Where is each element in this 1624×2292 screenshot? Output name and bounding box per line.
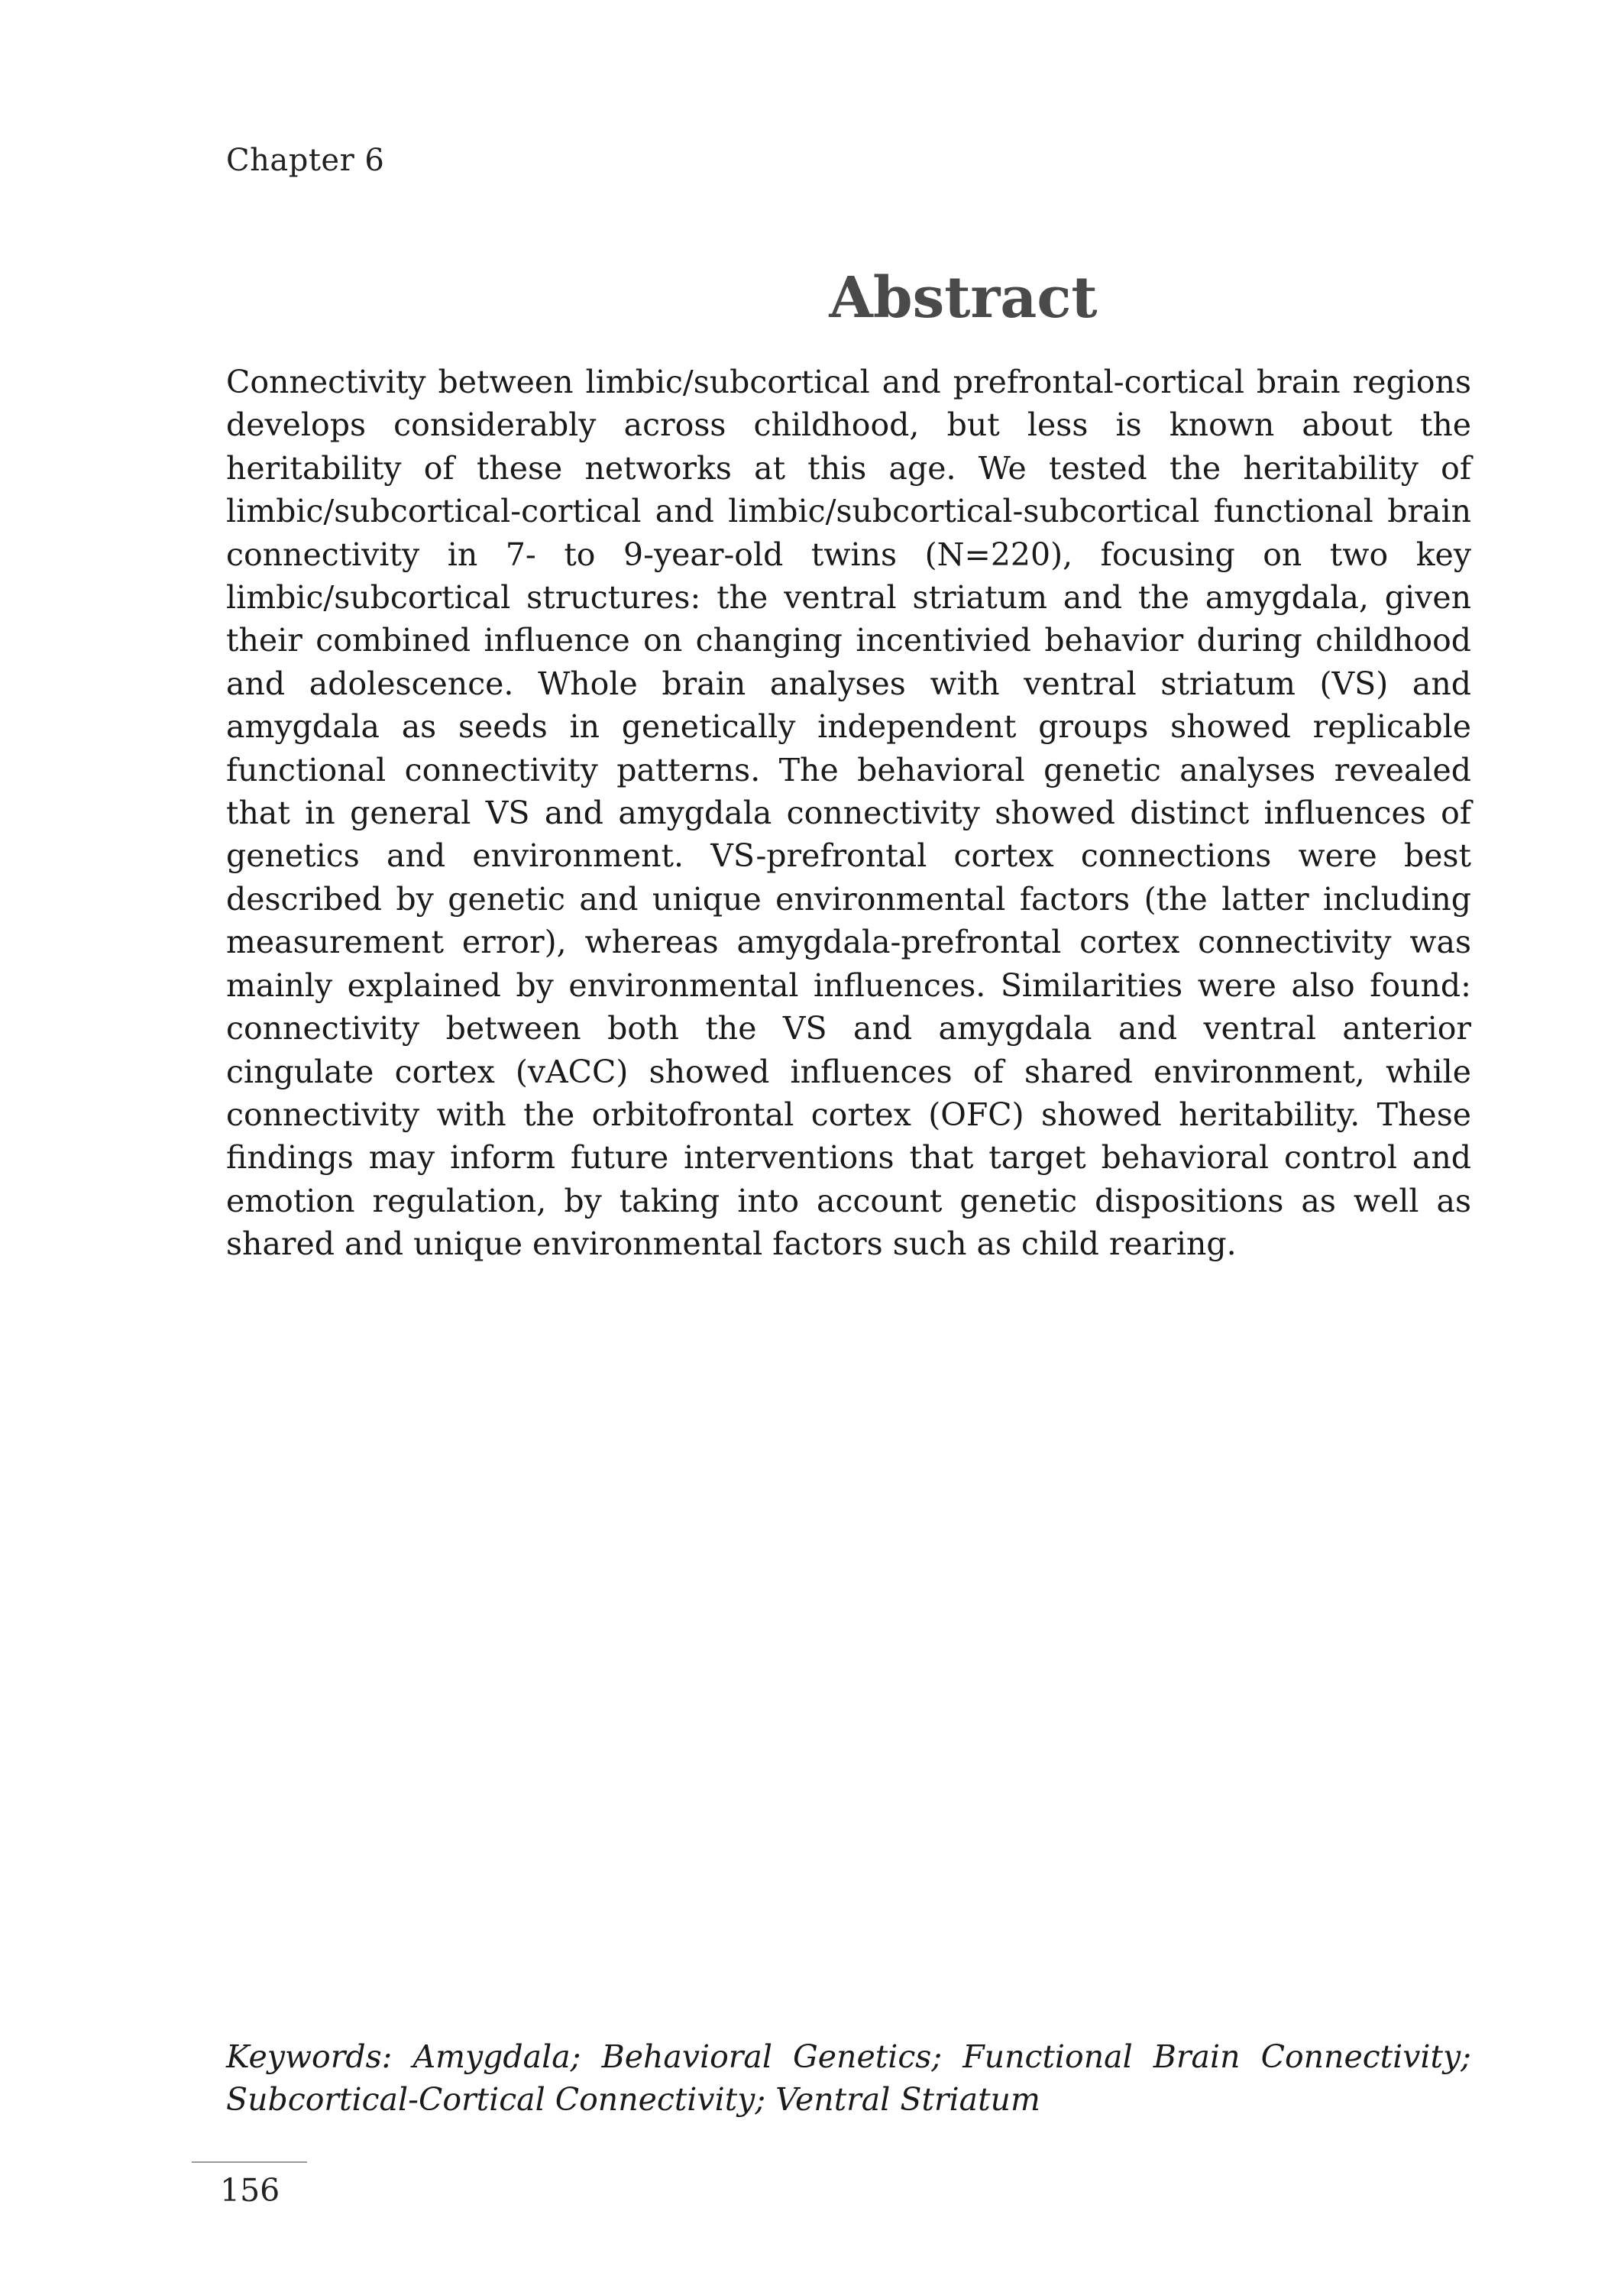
keywords-line: Keywords: Amygdala; Behavioral Genetics; Functional Brain Connectivity; Subcortical-Cortical Connectivity; Ventral Striatum [226,2038,1471,2118]
section-title [226,264,1471,332]
footer-divider [192,2161,307,2163]
abstract-paragraph: Connectivity between limbic/subcortical and prefrontal-cortical brain regions develops considerably across childhood, but less is known about the heritability of these networks at this age. We tested the heritability of limbic/subcortical-cortical and limbic/subcortical-subcortical functional brain connectivity in 7- to 9-year-old twins (N=220), focusing on two key limbic/subcortical structures: the ventral striatum and the amygdala, given their combined influence on changing incentivied behavior during childhood and adolescence. Whole brain analyses with ventral striatum (VS) and amygdala as seeds in genetically independent groups showed replicable functional connectivity patterns. The behavioral genetic analyses revealed that in general VS and amygdala connectivity showed distinct influences of genetics and environment. VS-prefrontal cortex connections were best described by genetic and unique environmental factors (the latter including measurement error), whereas amygdala-prefrontal cortex connectivity was mainly explained by environmental influences. Similarities were also found: connectivity between both the VS and amygdala and ventral anterior cingulate cortex (vACC) showed influences of shared environment, while connectivity with the orbitofrontal cortex (OFC) showed heritability. These findings may inform future interventions that target behavioral control and emotion regulation, by taking into account genetic dispositions as well as shared and unique environmental factors such as child rearing. [226,364,1471,1263]
section-title-text: Abstract [829,265,1098,331]
page-number: 156 [220,2172,280,2209]
running-head: Chapter 6 [226,143,385,178]
